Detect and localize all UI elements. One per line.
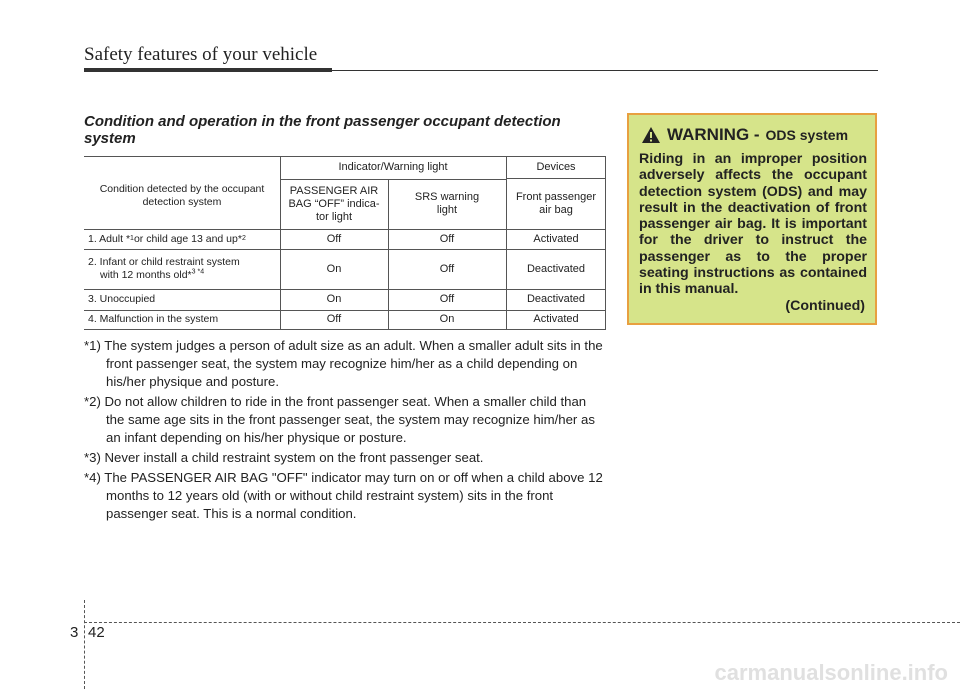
table-cell-srs: Off bbox=[439, 293, 455, 305]
footnote: *4) The PASSENGER AIR BAG "OFF" indicator may turn on or off when a child above 12 months to 12 years old (with or without child restraint system) sits in the front passenger seat. This is a normal condition. bbox=[84, 470, 603, 521]
header-passenger-air-bag-off: PASSENGER AIR BAG “OFF” indica- tor light bbox=[288, 184, 380, 223]
table-cell-airbag-indicator: On bbox=[326, 293, 342, 305]
table-cell-device: Deactivated bbox=[526, 293, 586, 305]
occupant-detection-table bbox=[84, 156, 606, 330]
table-rule bbox=[84, 329, 606, 330]
table-cell-airbag-indicator: On bbox=[326, 262, 342, 275]
warning-box bbox=[627, 113, 877, 325]
table-cell-device: Deactivated bbox=[526, 262, 586, 275]
warning-continued: (Continued) bbox=[785, 298, 865, 314]
warning-subtitle: ODS system bbox=[765, 127, 849, 143]
warning-label: WARNING - bbox=[667, 125, 760, 144]
warning-triangle-icon bbox=[641, 126, 661, 144]
table-row-condition: 4. Malfunction in the system bbox=[88, 313, 219, 325]
footer-rule bbox=[84, 622, 960, 623]
footnote: *3) Never install a child restraint system on the front passenger seat. bbox=[84, 450, 484, 465]
chapter-number: 3 bbox=[70, 624, 79, 641]
table-cell-srs: Off bbox=[439, 232, 455, 245]
warning-header bbox=[641, 125, 848, 145]
table-cell-airbag-indicator: Off bbox=[326, 232, 342, 245]
watermark: carmanualsonline.info bbox=[714, 660, 948, 685]
header-indicator-warning-light: Indicator/Warning light bbox=[338, 160, 448, 173]
footnotes bbox=[84, 337, 604, 525]
table-cell-srs: On bbox=[439, 313, 455, 325]
page-number: 42 bbox=[88, 624, 105, 641]
page-header-title: Safety features of your vehicle bbox=[84, 44, 318, 65]
footnote: *2) Do not allow children to ride in the front passenger seat. When a smaller child than the same age sits in the front passenger seat, the system may recognize him/her as an infant depending on his/her physique or posture. bbox=[84, 394, 595, 445]
table-row-condition: 1. Adult * 1 or child age 13 and up* 2 bbox=[88, 232, 246, 245]
header-front-passenger-air-bag: Front passenger air bag bbox=[515, 191, 597, 216]
header-rule-thick bbox=[84, 68, 332, 72]
header-devices: Devices bbox=[536, 160, 576, 173]
header-rule-thin bbox=[332, 70, 878, 71]
table-row-condition: 2. Infant or child restraint system with 12 months old*$^3$ $^{*4}$ bbox=[88, 256, 240, 281]
table-cell-airbag-indicator: Off bbox=[326, 313, 342, 325]
section-heading: Condition and operation in the front passenger occupant detection system bbox=[84, 113, 561, 147]
header-srs-warning-light: SRS warning light bbox=[414, 191, 480, 216]
warning-body: Riding in an improper position adversely affects the occupant detection system (ODS) and may result in the deactivation of front passenger air bag. It is important for the driver to instruct the passenger as to the proper seating instructions as contained in this manual. bbox=[639, 151, 867, 298]
footer-divider bbox=[84, 600, 85, 689]
table-cell-srs: Off bbox=[439, 262, 455, 275]
footnote: *1) The system judges a person of adult size as an adult. When a smaller adult sits in the front passenger seat, the system may recognize him/her as a child depending on his/her physique and posture. bbox=[84, 338, 603, 389]
table-cell-device: Activated bbox=[533, 313, 579, 325]
header-condition: Condition detected by the occupant detection system bbox=[99, 183, 265, 208]
table-row-condition: 3. Unoccupied bbox=[88, 293, 156, 305]
table-cell-device: Activated bbox=[533, 232, 579, 245]
